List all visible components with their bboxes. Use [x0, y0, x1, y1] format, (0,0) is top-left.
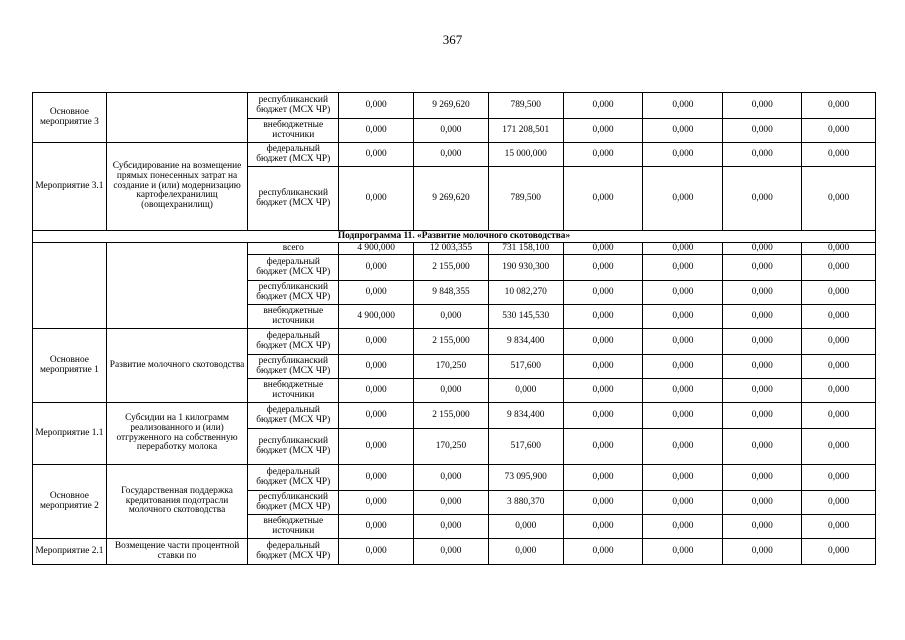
value-cell: 12 003,355 [414, 243, 489, 255]
value-cell: 0,000 [563, 465, 643, 491]
value-cell: 0,000 [414, 379, 489, 403]
value-cell: 0,000 [802, 93, 876, 119]
value-cell: 0,000 [339, 355, 414, 379]
funding-source-cell: внебюджетные источники [248, 305, 339, 329]
value-cell: 0,000 [723, 355, 802, 379]
value-cell: 0,000 [563, 329, 643, 355]
value-cell: 0,000 [723, 403, 802, 429]
subprogram-title: Подпрограмма 11. «Развитие молочного скотоводства» [33, 231, 876, 243]
value-cell: 0,000 [643, 403, 723, 429]
value-cell: 0,000 [643, 167, 723, 231]
value-cell: 0,000 [488, 379, 563, 403]
value-cell: 0,000 [563, 539, 643, 565]
value-cell: 0,000 [643, 255, 723, 281]
measure-description-cell [106, 243, 248, 329]
subprogram-heading-row [33, 231, 876, 243]
value-cell: 0,000 [339, 515, 414, 539]
value-cell: 0,000 [723, 379, 802, 403]
value-cell: 0,000 [563, 93, 643, 119]
measure-description-cell: Развитие молочного скотоводства [106, 329, 248, 403]
value-cell: 9 834,400 [488, 403, 563, 429]
measure-name-cell [33, 243, 107, 329]
value-cell: 0,000 [414, 143, 489, 167]
value-cell: 0,000 [563, 429, 643, 465]
funding-source-cell: республиканский бюджет (МСХ ЧР) [248, 93, 339, 119]
value-cell: 0,000 [339, 329, 414, 355]
value-cell: 0,000 [563, 255, 643, 281]
value-cell: 170,250 [414, 355, 489, 379]
value-cell: 0,000 [723, 255, 802, 281]
value-cell: 0,000 [643, 143, 723, 167]
value-cell: 0,000 [563, 167, 643, 231]
value-cell: 0,000 [339, 429, 414, 465]
funding-source-cell: федеральный бюджет (МСХ ЧР) [248, 255, 339, 281]
value-cell: 530 145,530 [488, 305, 563, 329]
value-cell: 171 208,501 [488, 119, 563, 143]
value-cell: 517,600 [488, 355, 563, 379]
table-row [33, 539, 876, 565]
value-cell: 0,000 [802, 539, 876, 565]
funding-source-cell: федеральный бюджет (МСХ ЧР) [248, 539, 339, 565]
value-cell: 0,000 [643, 355, 723, 379]
value-cell: 789,500 [488, 93, 563, 119]
measure-name-cell: Мероприятие 1.1 [33, 403, 107, 465]
value-cell: 73 095,900 [488, 465, 563, 491]
value-cell: 0,000 [723, 93, 802, 119]
value-cell: 517,600 [488, 429, 563, 465]
value-cell: 0,000 [723, 305, 802, 329]
value-cell: 4 900,000 [339, 305, 414, 329]
funding-source-cell: внебюджетные источники [248, 119, 339, 143]
value-cell: 3 880,370 [488, 491, 563, 515]
value-cell: 0,000 [339, 465, 414, 491]
value-cell: 0,000 [643, 515, 723, 539]
funding-source-cell: внебюджетные источники [248, 379, 339, 403]
funding-source-cell: внебюджетные источники [248, 515, 339, 539]
value-cell: 0,000 [802, 243, 876, 255]
funding-source-cell: федеральный бюджет (МСХ ЧР) [248, 403, 339, 429]
value-cell: 0,000 [802, 379, 876, 403]
value-cell: 0,000 [723, 465, 802, 491]
value-cell: 0,000 [643, 539, 723, 565]
value-cell: 0,000 [643, 93, 723, 119]
budget-table-body [33, 93, 876, 565]
value-cell: 0,000 [802, 119, 876, 143]
measure-description-cell: Государственная поддержка кредитования подотрасли молочного скотоводства [106, 465, 248, 539]
value-cell: 0,000 [802, 429, 876, 465]
funding-source-cell: федеральный бюджет (МСХ ЧР) [248, 143, 339, 167]
measure-name-cell: Основное мероприятие 1 [33, 329, 107, 403]
value-cell: 170,250 [414, 429, 489, 465]
value-cell: 0,000 [643, 119, 723, 143]
value-cell: 0,000 [723, 243, 802, 255]
value-cell: 15 000,000 [488, 143, 563, 167]
value-cell: 0,000 [643, 281, 723, 305]
value-cell: 2 155,000 [414, 255, 489, 281]
page-number: 367 [442, 32, 463, 47]
table-row [33, 143, 876, 167]
value-cell: 0,000 [563, 143, 643, 167]
value-cell: 0,000 [802, 167, 876, 231]
measure-name-cell: Мероприятие 2.1 [33, 539, 107, 565]
value-cell: 0,000 [339, 281, 414, 305]
value-cell: 0,000 [723, 281, 802, 305]
value-cell: 0,000 [563, 403, 643, 429]
value-cell: 0,000 [802, 143, 876, 167]
value-cell: 0,000 [802, 281, 876, 305]
funding-source-cell: республиканский бюджет (МСХ ЧР) [248, 491, 339, 515]
value-cell: 0,000 [802, 329, 876, 355]
measure-name-cell: Основное мероприятие 3 [33, 93, 107, 143]
value-cell: 0,000 [723, 429, 802, 465]
budget-table [32, 92, 876, 565]
value-cell: 10 082,270 [488, 281, 563, 305]
funding-source-cell: республиканский бюджет (МСХ ЧР) [248, 167, 339, 231]
value-cell: 0,000 [723, 167, 802, 231]
value-cell: 0,000 [723, 329, 802, 355]
table-row [33, 243, 876, 255]
value-cell: 2 155,000 [414, 329, 489, 355]
value-cell: 0,000 [414, 305, 489, 329]
value-cell: 0,000 [414, 515, 489, 539]
measure-name-cell: Основное мероприятие 2 [33, 465, 107, 539]
value-cell: 9 269,620 [414, 93, 489, 119]
value-cell: 0,000 [563, 491, 643, 515]
value-cell: 0,000 [723, 539, 802, 565]
value-cell: 0,000 [563, 119, 643, 143]
value-cell: 0,000 [563, 281, 643, 305]
measure-description-cell: Субсидирование на возмещение прямых понесенных затрат на создание и (или) модернизацию картофелехранилищ (овощехранилищ) [106, 143, 248, 231]
value-cell: 0,000 [414, 119, 489, 143]
value-cell: 0,000 [563, 379, 643, 403]
value-cell: 0,000 [488, 515, 563, 539]
value-cell: 0,000 [339, 539, 414, 565]
value-cell: 0,000 [643, 329, 723, 355]
measure-description-cell: Субсидии на 1 килограмм реализованного и (или) отгруженного на собственную переработку молока [106, 403, 248, 465]
value-cell: 0,000 [339, 119, 414, 143]
value-cell: 190 930,300 [488, 255, 563, 281]
measure-name-cell: Мероприятие 3.1 [33, 143, 107, 231]
value-cell: 2 155,000 [414, 403, 489, 429]
value-cell: 0,000 [723, 143, 802, 167]
value-cell: 0,000 [643, 379, 723, 403]
value-cell: 0,000 [643, 465, 723, 491]
value-cell: 0,000 [802, 403, 876, 429]
value-cell: 0,000 [643, 491, 723, 515]
table-row [33, 403, 876, 429]
value-cell: 0,000 [802, 515, 876, 539]
value-cell: 9 848,355 [414, 281, 489, 305]
value-cell: 0,000 [723, 515, 802, 539]
measure-description-cell [106, 93, 248, 143]
value-cell: 0,000 [563, 355, 643, 379]
value-cell: 0,000 [563, 515, 643, 539]
value-cell: 0,000 [802, 355, 876, 379]
value-cell: 9 834,400 [488, 329, 563, 355]
value-cell: 0,000 [414, 491, 489, 515]
value-cell: 789,500 [488, 167, 563, 231]
table-row [33, 329, 876, 355]
measure-description-cell: Возмещение части процентной ставки по [106, 539, 248, 565]
value-cell: 9 269,620 [414, 167, 489, 231]
value-cell: 0,000 [802, 465, 876, 491]
value-cell: 0,000 [414, 539, 489, 565]
value-cell: 0,000 [563, 305, 643, 329]
value-cell: 4 900,000 [339, 243, 414, 255]
funding-source-cell: всего [248, 243, 339, 255]
value-cell: 0,000 [802, 491, 876, 515]
value-cell: 0,000 [643, 305, 723, 329]
funding-source-cell: республиканский бюджет (МСХ ЧР) [248, 281, 339, 305]
value-cell: 0,000 [339, 379, 414, 403]
funding-source-cell: федеральный бюджет (МСХ ЧР) [248, 329, 339, 355]
value-cell: 0,000 [488, 539, 563, 565]
funding-source-cell: республиканский бюджет (МСХ ЧР) [248, 429, 339, 465]
value-cell: 0,000 [414, 465, 489, 491]
table-row [33, 93, 876, 119]
value-cell: 0,000 [339, 167, 414, 231]
funding-source-cell: федеральный бюджет (МСХ ЧР) [248, 465, 339, 491]
value-cell: 731 158,100 [488, 243, 563, 255]
value-cell: 0,000 [802, 305, 876, 329]
value-cell: 0,000 [563, 243, 643, 255]
value-cell: 0,000 [339, 255, 414, 281]
funding-source-cell: республиканский бюджет (МСХ ЧР) [248, 355, 339, 379]
value-cell: 0,000 [802, 255, 876, 281]
value-cell: 0,000 [339, 143, 414, 167]
value-cell: 0,000 [643, 429, 723, 465]
value-cell: 0,000 [339, 491, 414, 515]
value-cell: 0,000 [723, 119, 802, 143]
value-cell: 0,000 [723, 491, 802, 515]
table-row [33, 465, 876, 491]
value-cell: 0,000 [339, 403, 414, 429]
value-cell: 0,000 [339, 93, 414, 119]
value-cell: 0,000 [643, 243, 723, 255]
